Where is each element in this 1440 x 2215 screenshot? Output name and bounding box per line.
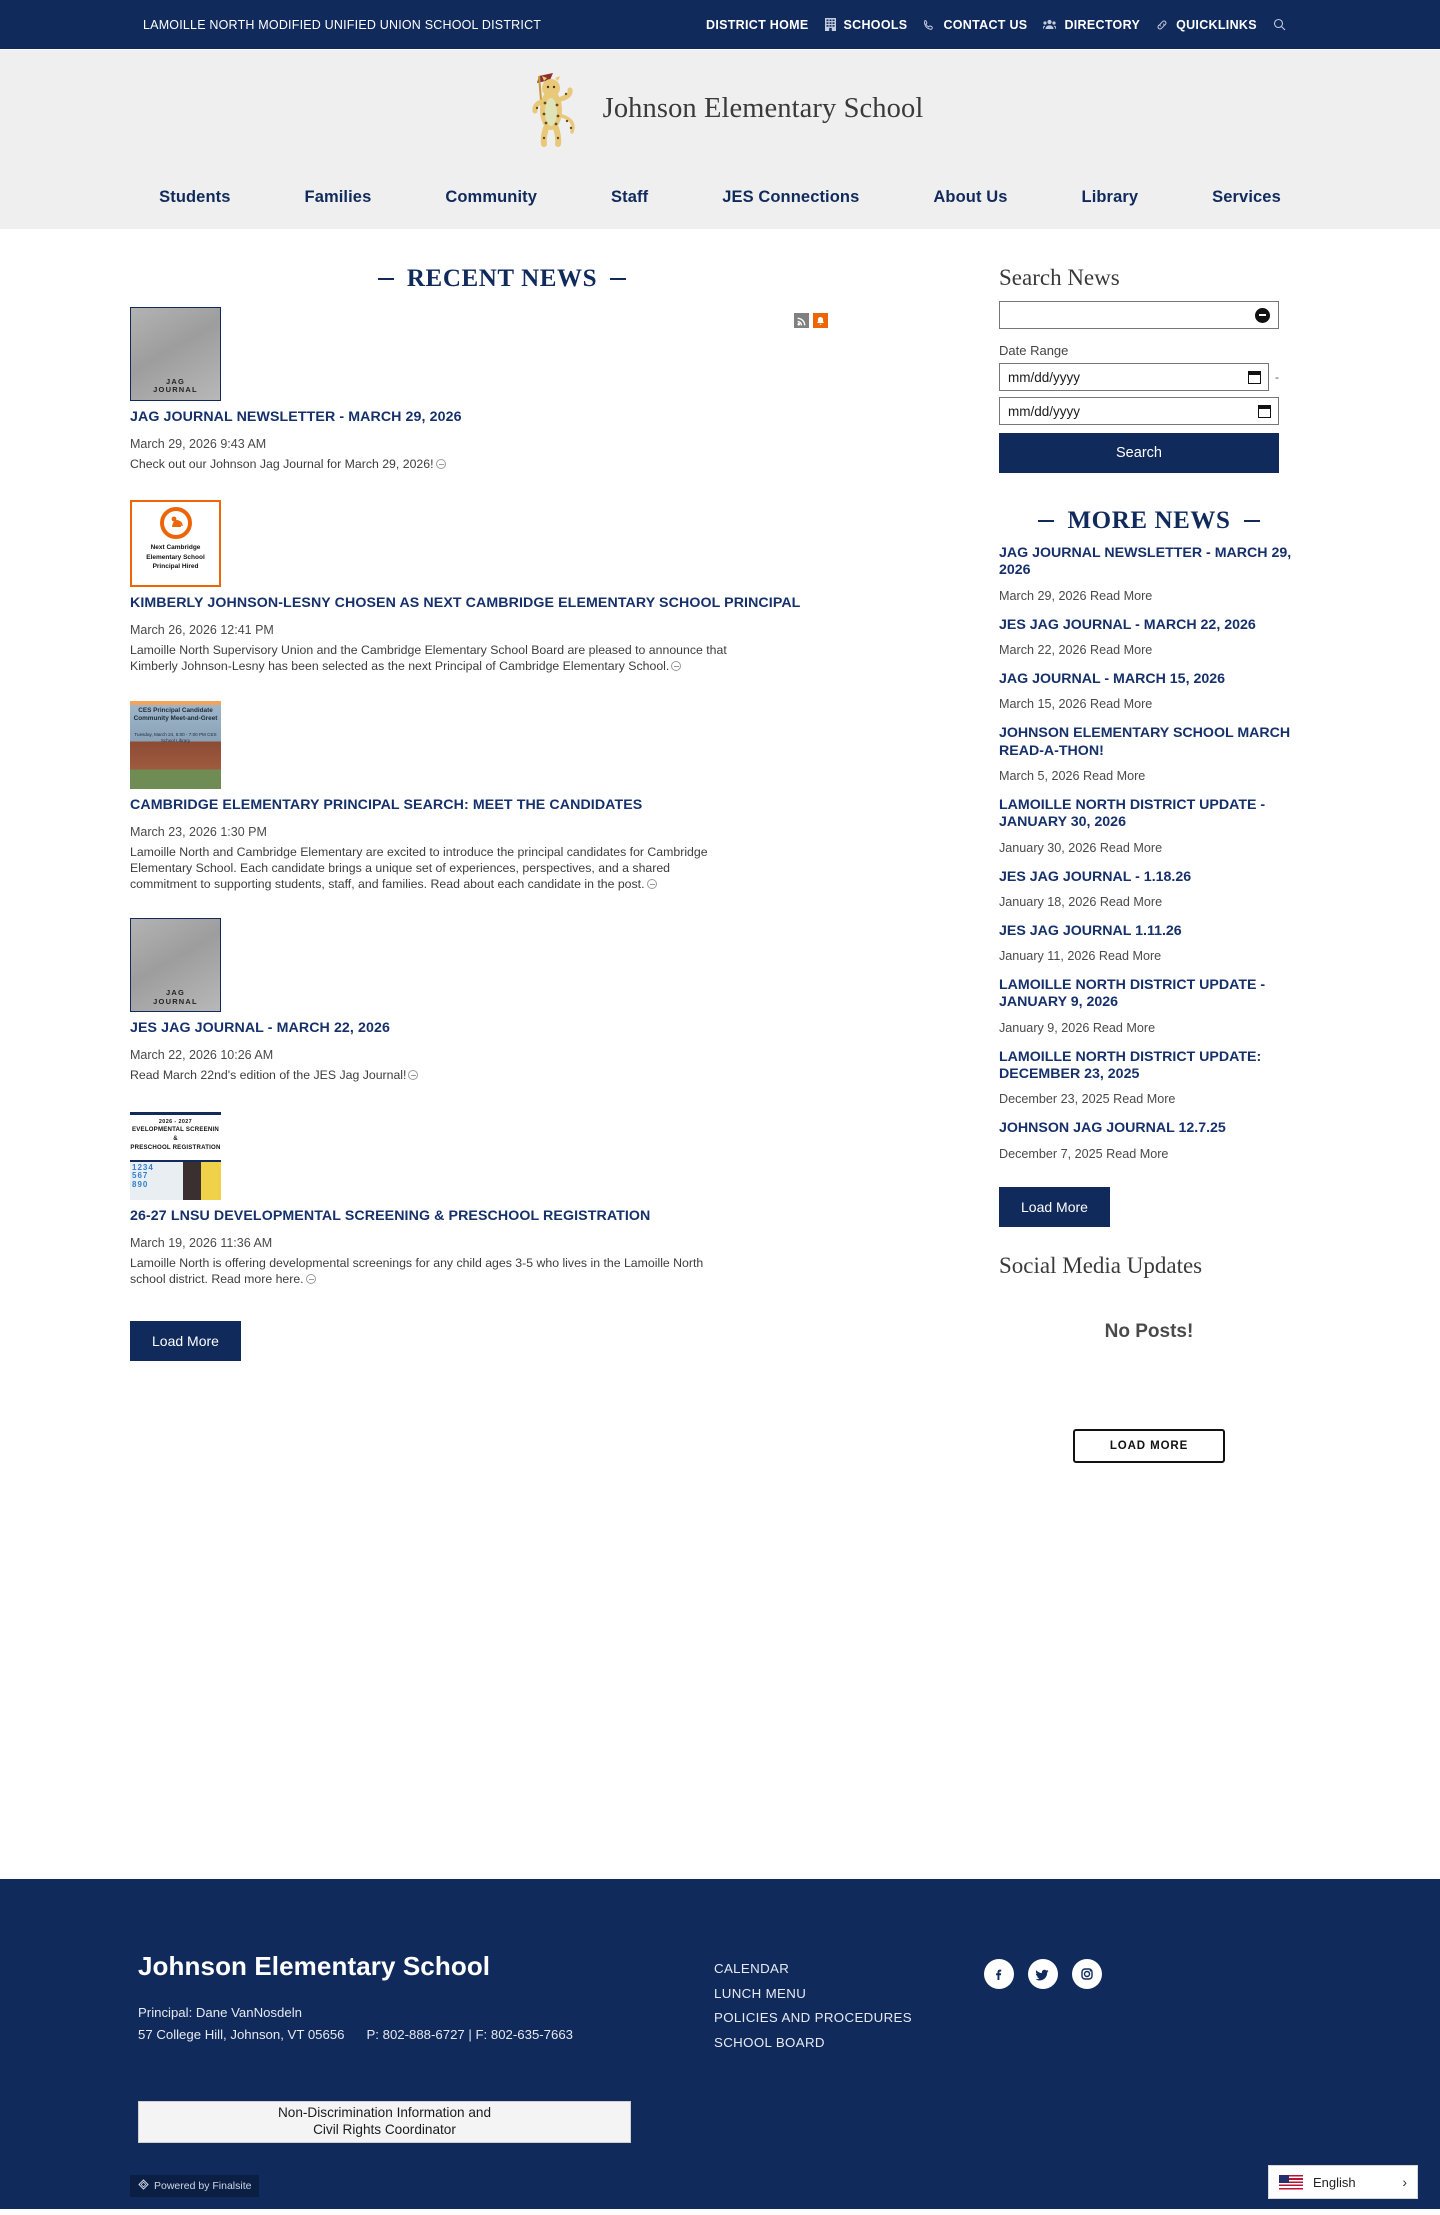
rss-icon[interactable] [794,313,809,328]
article-thumbnail[interactable] [130,1112,221,1200]
nav-item-families[interactable]: Families [304,187,372,206]
search-news-heading: Search News [999,265,1120,290]
news-sidebar [999,265,1299,1879]
district-name: LAMOILLE NORTH MODIFIED UNIFIED UNION SCHOOL DISTRICT [143,17,542,32]
news-article [130,500,900,674]
nav-item-students[interactable]: Students [159,187,231,206]
clear-icon[interactable] [1255,308,1270,323]
article-date: March 19, 2026 11:36 AM [130,1235,273,1250]
footer-school-name: Johnson Elementary School [138,1951,491,1981]
site-footer [0,1879,1440,2209]
more-news-date: December 7, 2025 [999,1146,1103,1161]
thumb-text: 2026 - 2027 [158,1118,193,1125]
date-to-placeholder: mm/dd/yyyy [1008,403,1081,419]
news-article [130,701,900,893]
article-summary-text: Lamoille North and Cambridge Elementary are excited to introduce the principal candidates for Cambridge Elementary School. Each candidate brings a unique set of experiences, perspectives, and a shared commitment to supporting students, staff, and families. Read about each candidate in the post. [130,844,708,892]
more-news-date: January 11, 2026 [999,949,1096,964]
us-flag-icon [1279,2175,1303,2190]
article-summary-text: Read March 22nd's edition of the JES Jag Journal! [130,1068,407,1083]
utility-link-district-home[interactable]: DISTRICT HOME [706,17,809,32]
footer-social-links [984,1951,1102,2055]
more-news-meta [999,589,1299,603]
nav-item-services[interactable]: Services [1212,187,1281,206]
more-news-item [999,1049,1299,1107]
social-load-more-button[interactable]: LOAD MORE [1073,1429,1225,1463]
language-selector[interactable] [1268,2165,1418,2199]
read-more-icon[interactable] [436,459,446,469]
more-news-meta [999,841,1299,855]
thumb-text: JAG [165,376,186,386]
heading-dash-left [1038,520,1054,522]
instagram-icon[interactable] [1072,1959,1102,1989]
article-title-link[interactable]: JAG JOURNAL NEWSLETTER - MARCH 29, 2026 [130,409,462,425]
more-news-title-link[interactable]: JOHNSON JAG JOURNAL 12.7.25 [999,1120,1226,1137]
article-title-link[interactable]: KIMBERLY JOHNSON-LESNY CHOSEN AS NEXT CAMBRIDGE ELEMENTARY SCHOOL PRINCIPAL [130,595,801,612]
more-news-meta [999,769,1299,783]
utility-links [700,18,1288,32]
read-more-link[interactable]: Read More [1090,642,1153,657]
utility-link-schools[interactable]: SCHOOLS [843,17,908,32]
news-article [130,307,900,472]
nav-item-staff[interactable]: Staff [611,187,649,206]
more-news-date: December 23, 2025 [999,1092,1110,1107]
more-news-date: March 22, 2026 [999,642,1087,657]
thumb-text: Tuesday, March 24, 5:00 - 7:00 PM CES School Library [134,731,217,744]
more-news-meta [999,643,1299,657]
more-news-date: March 5, 2026 [999,768,1080,783]
masthead [0,49,1440,229]
more-news-title-link[interactable]: LAMOILLE NORTH DISTRICT UPDATE - JANUARY 30, 2026 [999,796,1266,831]
more-news-item [999,545,1299,603]
article-date: March 22, 2026 10:26 AM [130,1048,274,1063]
utility-link-directory[interactable]: DIRECTORY [1064,17,1141,32]
footer-phone-fax: P: 802-888-6727 | F: 802-635-7663 [366,2027,574,2043]
thumb-photo [130,1160,221,1200]
non-discrimination-link[interactable] [138,2101,631,2143]
utility-bar [0,0,1440,49]
read-more-link[interactable]: Read More [1090,697,1153,712]
footer-address: 57 College Hill, Johnson, VT 05656 [138,2027,345,2043]
article-title-link[interactable]: JES JAG JOURNAL - MARCH 22, 2026 [130,1020,390,1037]
thumb-text: EVELOPMENTAL SCREENIN [132,1125,219,1133]
footer-links [714,1951,912,2055]
thumb-text: CES Principal Candidate Community Meet-and-Greet [133,706,218,723]
date-from-placeholder: mm/dd/yyyy [1008,369,1081,385]
page-title: Johnson Elementary School [602,93,924,124]
more-news-title-link[interactable]: JAG JOURNAL NEWSLETTER - MARCH 29, 2026 [999,545,1292,579]
news-article [130,1112,900,1287]
date-from-field[interactable] [999,363,1269,391]
article-summary [130,1255,730,1287]
more-news-item [999,725,1299,783]
thumb-text: & [173,1134,178,1142]
article-title-link[interactable]: CAMBRIDGE ELEMENTARY PRINCIPAL SEARCH: MEET THE CANDIDATES [130,796,643,813]
article-date: March 23, 2026 1:30 PM [130,824,267,839]
nav-item-community[interactable]: Community [445,187,538,206]
read-more-link[interactable]: Read More [1083,768,1146,783]
more-news-meta [999,1147,1299,1161]
read-more-link[interactable]: Read More [1090,588,1153,603]
article-summary [130,642,730,674]
article-summary [130,1067,730,1083]
bell-icon[interactable] [813,313,828,328]
brand-row [0,50,1440,168]
calendar-icon[interactable] [1258,405,1271,418]
non-discrimination-line-1: Non-Discrimination Information and [277,2105,492,2121]
more-news-title-link[interactable]: JES JAG JOURNAL - 1.18.26 [999,868,1192,885]
read-more-link[interactable]: Read More [1099,894,1163,909]
article-thumbnail[interactable] [130,701,221,789]
article-summary [130,456,730,472]
more-news-meta [999,1021,1299,1035]
more-news-date: March 29, 2026 [999,588,1087,603]
cambridge-wildcat-seal-icon [160,507,192,539]
no-posts-message: No Posts! [1104,1320,1194,1342]
people-icon [1043,19,1056,30]
utility-link-contact-us[interactable]: CONTACT US [943,17,1028,32]
heading-dash-right [610,278,626,280]
more-news-meta [999,697,1299,711]
more-news-item [999,1120,1299,1160]
footer-link-policies-and-procedures[interactable]: POLICIES AND PROCEDURES [714,2010,912,2026]
article-date: March 26, 2026 12:41 PM [130,623,274,638]
twitter-icon[interactable] [1028,1959,1058,1989]
nav-item-jes-connections[interactable]: JES Connections [722,187,860,206]
more-news-title-link[interactable]: LAMOILLE NORTH DISTRICT UPDATE: DECEMBER 23, 2025 [999,1048,1262,1083]
footer-content [0,1951,1440,2055]
read-more-link[interactable]: Read More [1098,949,1162,964]
thumb-decorative-numbers: 1234 567 890 [132,1162,154,1190]
search-news-input[interactable] [999,301,1279,329]
more-news-heading [999,507,1299,535]
more-news-meta [999,895,1299,909]
recent-news-heading-text: RECENT NEWS [406,265,598,292]
powered-by-finalsite-text: Powered by Finalsite [154,2180,252,2193]
more-news-meta [999,949,1299,963]
facebook-icon[interactable] [984,1959,1014,1989]
article-summary [130,844,730,893]
recent-news-heading [104,265,900,293]
date-from-row [999,363,1299,391]
thumb-text: JOURNAL [153,996,198,1006]
more-news-meta [999,1092,1299,1106]
read-more-link[interactable]: Read More [1113,1092,1176,1107]
search-button[interactable]: Search [999,433,1279,473]
article-thumbnail[interactable] [130,918,221,1012]
date-to-field[interactable] [999,397,1279,425]
more-news-date: January 30, 2026 [999,840,1097,855]
finalsite-logo-icon [138,2179,149,2193]
language-label: English [1313,2174,1356,2190]
read-more-link[interactable]: Read More [1092,1020,1156,1035]
nav-item-library[interactable]: Library [1081,187,1139,206]
powered-by-finalsite-badge[interactable] [130,2175,259,2197]
thumb-text: JAG [165,988,186,998]
read-more-link[interactable]: Read More [1099,840,1163,855]
footer-link-school-board[interactable]: SCHOOL BOARD [714,2034,825,2050]
thumb-text: Next Cambridge [150,544,201,552]
heading-dash-right [1244,520,1260,522]
jaguar-mascot-logo[interactable] [517,66,589,152]
news-column [0,265,900,1879]
calendar-icon[interactable] [1248,371,1261,384]
date-range-label: Date Range [999,343,1069,358]
article-summary-text: Lamoille North Supervisory Union and the Cambridge Elementary School Board are pleased to announce that Kimberly Johnson-Lesny has been selected as the next Principal of Cambridge Elementary School. [130,643,727,674]
more-news-date: January 9, 2026 [999,1020,1090,1035]
link-icon [1156,19,1168,31]
article-summary-text: Check out our Johnson Jag Journal for March 29, 2026! [130,457,434,471]
more-news-item [999,671,1299,711]
social-media-heading: Social Media Updates [999,1252,1203,1278]
thumb-text: JOURNAL [153,385,198,395]
footer-link-calendar[interactable]: CALENDAR [714,1961,790,1976]
read-more-icon[interactable] [647,879,657,889]
thumb-text: Principal Hired [152,563,199,571]
read-more-link[interactable]: Read More [1106,1146,1169,1161]
news-article [130,918,900,1083]
more-news-title-link[interactable]: JAG JOURNAL - MARCH 15, 2026 [999,670,1226,687]
phone-icon [923,19,935,31]
footer-address-line [138,2024,573,2046]
load-more-news-button[interactable]: Load More [130,1321,241,1361]
article-thumbnail[interactable] [130,307,221,401]
building-icon [825,18,836,31]
article-title-link[interactable]: 26-27 LNSU DEVELOPMENTAL SCREENING & PRESCHOOL REGISTRATION [130,1207,651,1224]
nav-item-about-us[interactable]: About Us [933,187,1008,206]
load-more-sidebar-news-button[interactable]: Load More [999,1187,1110,1227]
footer-link-lunch-menu[interactable]: LUNCH MENU [714,1985,807,2001]
read-more-icon[interactable] [671,661,681,671]
more-news-item [999,923,1299,963]
article-thumbnail[interactable] [130,500,221,587]
more-news-item [999,797,1299,855]
more-news-heading-text: MORE NEWS [1067,507,1231,534]
more-news-title-link[interactable]: JES JAG JOURNAL - MARCH 22, 2026 [999,616,1256,633]
more-news-title-link[interactable]: LAMOILLE NORTH DISTRICT UPDATE - JANUARY 9, 2026 [999,977,1266,1011]
more-news-item [999,977,1299,1035]
non-discrimination-line-2: Civil Rights Coordinator [313,2122,456,2138]
more-news-item [999,869,1299,909]
utility-link-quicklinks[interactable]: QUICKLINKS [1176,17,1257,32]
more-news-title-link[interactable]: JOHNSON ELEMENTARY SCHOOL MARCH READ-A-THON! [999,725,1291,759]
date-range-separator: - [1275,370,1279,384]
read-more-icon[interactable] [306,1274,316,1284]
page-body [0,229,1440,1879]
footer-school-block [138,1951,573,2055]
search-icon[interactable] [1273,18,1286,31]
more-news-title-link[interactable]: JES JAG JOURNAL 1.11.26 [999,922,1182,939]
article-date: March 29, 2026 9:43 AM [130,437,267,451]
more-news-date: March 15, 2026 [999,697,1087,712]
thumb-text: PRESCHOOL REGISTRATION [130,1143,221,1151]
chevron-right-icon: › [1402,2174,1407,2190]
more-news-item [999,617,1299,657]
heading-dash-left [378,278,394,280]
more-news-date: January 18, 2026 [999,894,1097,909]
feed-icons [794,313,828,328]
main-navigation [0,168,1440,226]
article-summary-text: Lamoille North is offering developmental screenings for any child ages 3-5 who lives in the Lamoille North school district. Read more here. [130,1255,704,1286]
thumb-text: Elementary School [146,553,205,561]
read-more-icon[interactable] [408,1070,418,1080]
footer-principal: Principal: Dane VanNosdeln [138,2005,302,2020]
